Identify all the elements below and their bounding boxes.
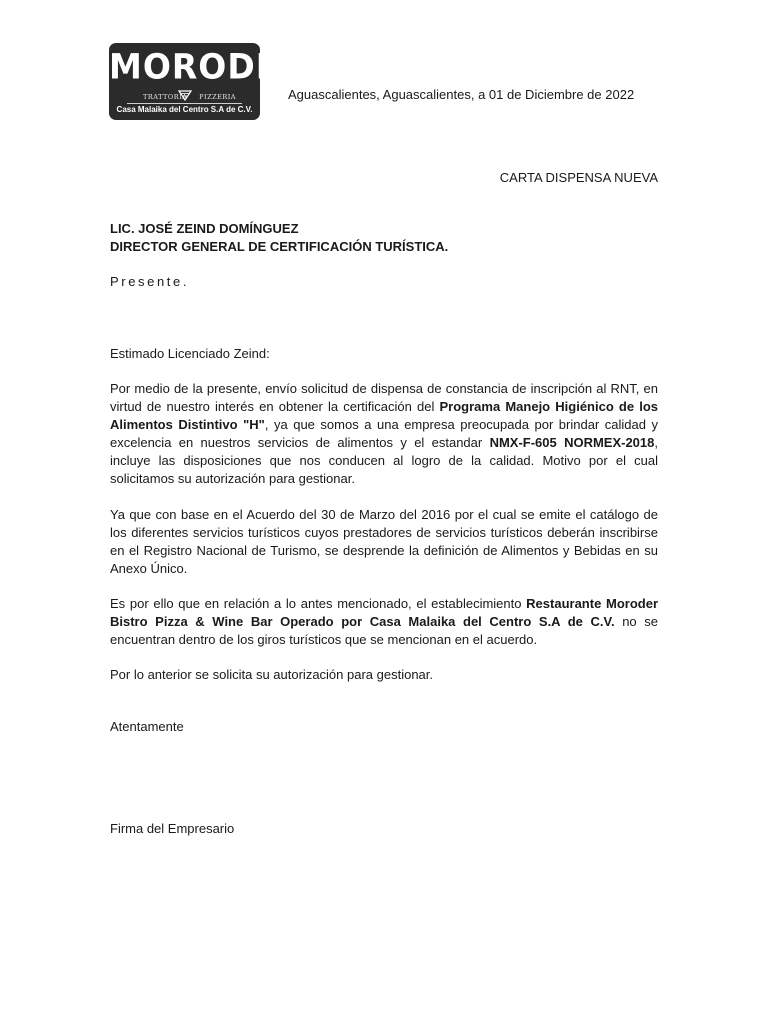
paragraph-2: Ya que con base en el Acuerdo del 30 de Marzo del 2016 por el cual se emite el catálogo de los diferentes servicios turísticos cuyos prestadores de servicios turísticos deberán inscribirse en el Registro Nacional de Turismo, se desprende la definición de Alimentos y Bebidas en su Anexo Único. xyxy=(110,507,658,576)
recipient-title: DIRECTOR GENERAL DE CERTIFICACIÓN TURÍSTICA. xyxy=(110,239,449,254)
p1-program-name: Programa Manejo Higiénico de los Alimentos Distintivo "H" xyxy=(110,399,658,432)
p3-text-a: Es por ello que en relación a lo antes mencionado, el establecimiento xyxy=(110,596,527,611)
p3-text-c: no se encuentran dentro de los giros turísticos que se mencionan en el acuerdo. xyxy=(110,614,658,647)
p1-text-a: Por medio de la presente, envío solicitud de dispensa de constancia de inscripción al RNT, en virtud de nuestro interés en obtener la certificación del xyxy=(110,381,658,414)
p3-establishment-name: Restaurante Moroder Bistro Pizza & Wine Bar Operado por Casa Malaika del Centro S.A de C.V. xyxy=(110,596,658,629)
closing: Atentamente xyxy=(110,719,184,734)
salutation: Estimado Licenciado Zeind: xyxy=(110,346,270,361)
logo-wordmark: MORODER xyxy=(109,46,306,87)
paragraph-3 xyxy=(110,595,658,649)
date-line: Aguascalientes, Aguascalientes, a 01 de Diciembre de 2022 xyxy=(288,87,635,102)
logo-divider xyxy=(127,103,242,104)
paragraph-1 xyxy=(110,380,658,488)
logo-pizzeria-tag: PIZZERIA xyxy=(199,93,236,101)
company-logo xyxy=(109,43,306,120)
logo-trattoria-tag: TRATTORIA xyxy=(143,93,188,101)
logo-company-name: Casa Malaika del Centro S.A de C.V. xyxy=(116,105,253,114)
p1-standard-code: NMX-F-605 NORMEX-2018 xyxy=(489,435,655,450)
letter-subject: CARTA DISPENSA NUEVA xyxy=(499,170,658,185)
p1-text-e: , incluye las disposiciones que nos conducen al logro de la calidad. Motivo por el cual solicitamos su autorización para gestionar. xyxy=(110,435,658,486)
pizza-slice-icon xyxy=(178,90,192,101)
paragraph-4: Por lo anterior se solicita su autorización para gestionar. xyxy=(110,667,434,682)
p1-text-c: , ya que somos a una empresa preocupada por brindar calidad y excelencia en nuestros servicios de alimentos y el estandar xyxy=(110,417,658,450)
presente-line: Presente. xyxy=(110,274,190,289)
signature-label: Firma del Empresario xyxy=(110,821,235,836)
recipient-name: LIC. JOSÉ ZEIND DOMÍNGUEZ xyxy=(110,221,299,236)
